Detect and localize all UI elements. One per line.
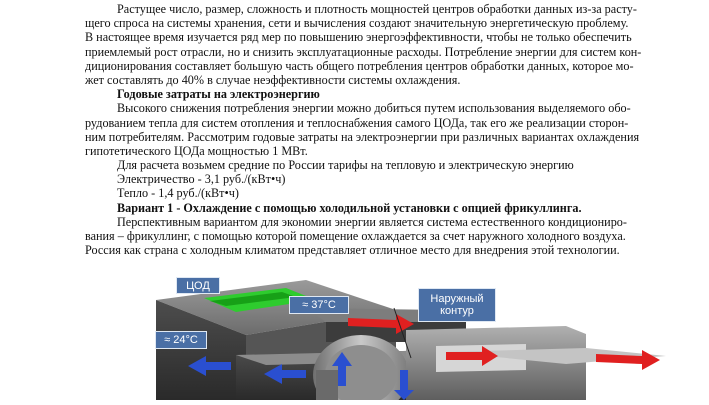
label-datacenter: ЦОД	[176, 277, 220, 294]
cooling-diagram	[146, 260, 706, 400]
label-cool-temp: ≈ 24°С	[155, 331, 207, 349]
label-warm-temp: ≈ 37°С	[289, 296, 349, 314]
paragraph-line: Растущее число, размер, сложность и плотность мощностей центров обработки данных из-за расту-	[117, 2, 637, 16]
paragraph-line: Россия как страна с холодным климатом представляет отличное место для внедрения этой технологии.	[85, 243, 620, 258]
paragraph-line: Для расчета возьмем средние по России тарифы на тепловую и электрическую энергию	[117, 158, 574, 173]
paragraph-line: вания – фрикуллинг, с помощью которой помещение охлаждается за счет наружного холодного воздуха.	[85, 229, 626, 243]
paragraph-line: щего спроса на системы хранения, сети и вычисления создают значительную энергетическую проблему.	[85, 16, 629, 31]
label-outer-circuit: Наружный контур	[418, 288, 496, 322]
paragraph-line: рудованием тепла для систем отопления и теплоснабжения самого ЦОДа, так его же реализации сторон-	[85, 115, 629, 130]
tariff-electric: Электричество - 3,1 руб./(кВт•ч)	[117, 172, 286, 187]
section-heading: Годовые затраты на электроэнергию	[117, 87, 320, 102]
paragraph-line: жет составлять до 40% в случае неэффективности системы охлаждения.	[85, 72, 461, 87]
tariff-heat: Тепло - 1,4 руб./(кВт•ч)	[117, 186, 239, 201]
diagram-graphic	[146, 260, 706, 400]
section-heading: Вариант 1 - Охлаждение с помощью холодильной установки с опцией фрикуллинга.	[117, 200, 582, 215]
paragraph-line: диционирования составляет большую часть общего потребления центров обработки данных, которое мо-	[85, 58, 634, 73]
body-text	[85, 2, 642, 258]
paragraph-line: Высокого снижения потребления энергии можно добиться путем использования выделяемого обо-	[117, 101, 631, 116]
paragraph-line: В настоящее время изучается ряд мер по повышению энергоэффективности, чтобы не только обеспечить	[85, 30, 632, 45]
paragraph-line: гипотетического ЦОДа мощностью 1 МВт.	[85, 143, 308, 158]
paragraph-line: приемлемый рост отрасли, но и снизить эксплуатационные расходы. Потребление энергии для систем кон-	[85, 44, 642, 59]
paragraph-line: ним потребителям. Рассмотрим годовые затраты на электроэнергии при различных вариантах охлаждения	[85, 129, 640, 144]
paragraph-line: Перспективным вариантом для экономии энергии является система естественного кондициониро-	[117, 214, 627, 229]
